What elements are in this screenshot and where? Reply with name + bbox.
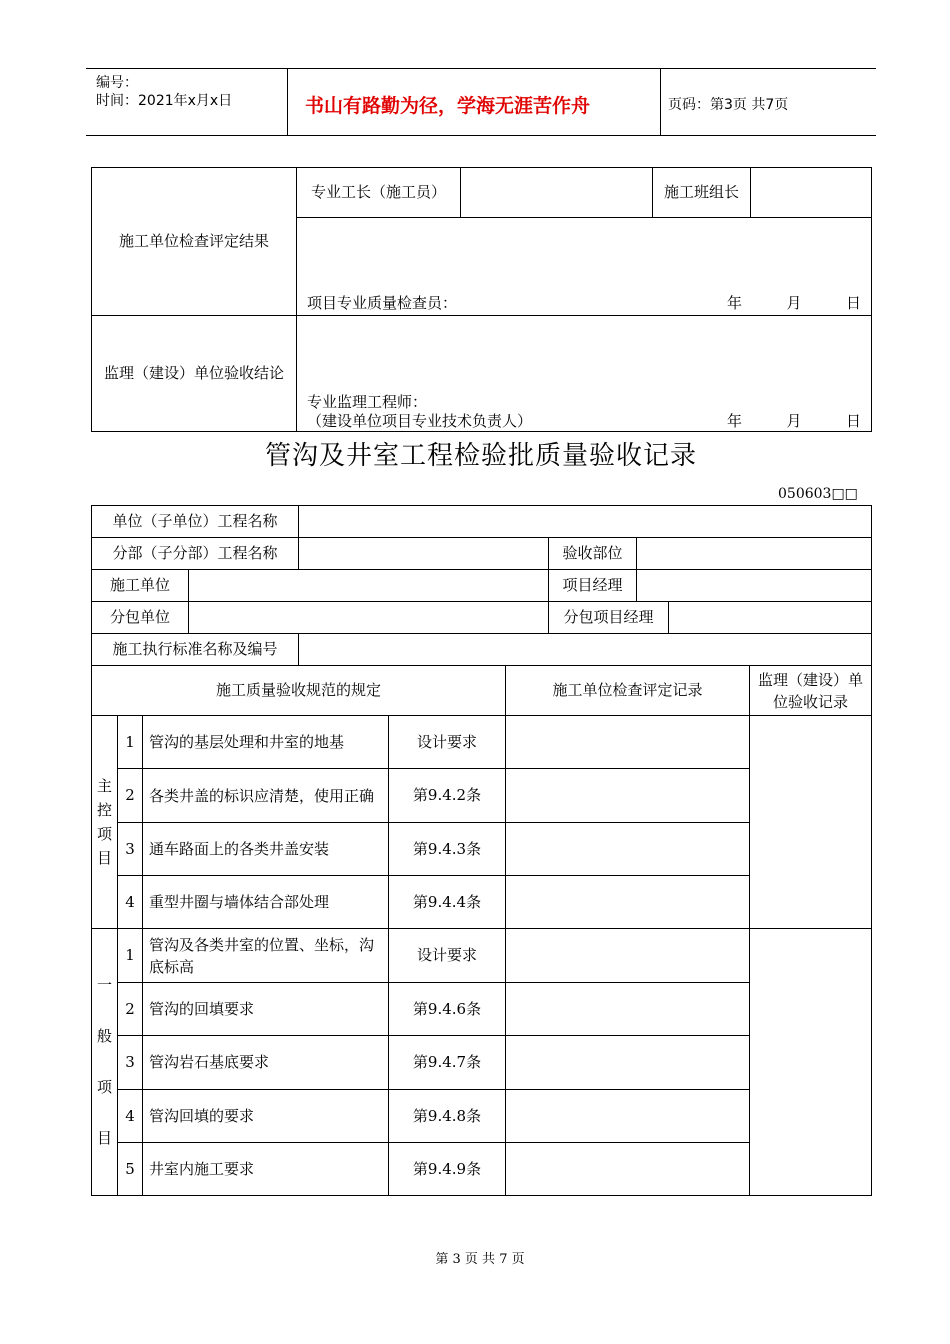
constructor-value[interactable] bbox=[189, 570, 549, 602]
standard-label: 施工执行标准名称及编号 bbox=[92, 634, 299, 666]
item-req: 设计要求 bbox=[389, 929, 506, 983]
unit-project-label: 单位（子单位）工程名称 bbox=[92, 506, 299, 538]
item-record[interactable] bbox=[506, 1090, 750, 1143]
form-code: 050603□□ bbox=[778, 486, 858, 502]
item-desc: 井室内施工要求 bbox=[143, 1143, 389, 1196]
acceptance-part-label: 验收部位 bbox=[549, 538, 637, 570]
item-no: 2 bbox=[118, 769, 143, 823]
items-table bbox=[91, 665, 872, 1196]
col-spec-header: 施工质量验收规范的规定 bbox=[92, 666, 506, 716]
item-record[interactable] bbox=[506, 876, 750, 929]
item-no: 1 bbox=[118, 716, 143, 769]
col-record-header: 施工单位检查评定记录 bbox=[506, 666, 750, 716]
item-req: 第9.4.9条 bbox=[389, 1143, 506, 1196]
page-info: 页码：第3页 共7页 bbox=[668, 97, 789, 113]
header-bottom-rule bbox=[86, 135, 876, 136]
item-desc: 管沟岩石基底要求 bbox=[143, 1036, 389, 1090]
date-day: 日 bbox=[845, 294, 861, 312]
number-label: 编号： bbox=[96, 75, 138, 91]
date-month: 月 bbox=[786, 294, 802, 312]
item-no: 1 bbox=[118, 929, 143, 983]
unit-project-value[interactable] bbox=[299, 506, 872, 538]
item-desc: 管沟及各类井室的位置、坐标，沟底标高 bbox=[143, 929, 389, 983]
item-desc: 管沟回填的要求 bbox=[143, 1090, 389, 1143]
item-record[interactable] bbox=[506, 1036, 750, 1090]
item-req: 第9.4.8条 bbox=[389, 1090, 506, 1143]
supervision-conclusion-area[interactable] bbox=[297, 316, 872, 432]
motto: 书山有路勤为径，学海无涯苦作舟 bbox=[305, 95, 591, 117]
division-value[interactable] bbox=[299, 538, 549, 570]
foreman-label: 专业工长（施工员） bbox=[297, 168, 461, 218]
construction-result-area[interactable] bbox=[297, 218, 872, 316]
main-group-label: 主控项目 bbox=[92, 716, 118, 929]
header-divider-2 bbox=[660, 68, 661, 136]
item-record[interactable] bbox=[506, 716, 750, 769]
date-day: 日 bbox=[845, 412, 861, 430]
general-item-row bbox=[92, 929, 872, 983]
item-no: 4 bbox=[118, 1090, 143, 1143]
supervision-conclusion-label: 监理（建设）单位验收结论 bbox=[92, 316, 297, 432]
division-label: 分部（子分部）工程名称 bbox=[92, 538, 299, 570]
general-group-label: 一般项目 bbox=[92, 929, 118, 1196]
item-record[interactable] bbox=[506, 929, 750, 983]
item-record[interactable] bbox=[506, 769, 750, 823]
main-supervision-cell[interactable] bbox=[750, 716, 872, 929]
general-supervision-cell[interactable] bbox=[750, 929, 872, 1196]
project-manager-value[interactable] bbox=[637, 570, 872, 602]
item-req: 设计要求 bbox=[389, 716, 506, 769]
item-req: 第9.4.6条 bbox=[389, 983, 506, 1036]
item-desc: 各类井盖的标识应清楚，使用正确 bbox=[143, 769, 389, 823]
standard-value[interactable] bbox=[299, 634, 872, 666]
supervisor-label: 专业监理工程师： bbox=[307, 393, 428, 411]
item-req: 第9.4.2条 bbox=[389, 769, 506, 823]
item-desc: 管沟的回填要求 bbox=[143, 983, 389, 1036]
info-table bbox=[91, 505, 872, 666]
item-no: 5 bbox=[118, 1143, 143, 1196]
date-year: 年 bbox=[727, 294, 743, 312]
sub-pm-value[interactable] bbox=[669, 602, 872, 634]
construction-result-label: 施工单位检查评定结果 bbox=[92, 168, 297, 316]
sub-pm-label: 分包项目经理 bbox=[549, 602, 669, 634]
item-record[interactable] bbox=[506, 1143, 750, 1196]
constructor-label: 施工单位 bbox=[92, 570, 189, 602]
item-no: 4 bbox=[118, 876, 143, 929]
main-item-row bbox=[92, 716, 872, 769]
team-leader-value[interactable] bbox=[751, 168, 872, 218]
item-no: 3 bbox=[118, 1036, 143, 1090]
header-top-rule bbox=[86, 68, 876, 69]
team-leader-label: 施工班组长 bbox=[653, 168, 751, 218]
item-record[interactable] bbox=[506, 983, 750, 1036]
quality-inspector-label: 项目专业质量检查员： bbox=[307, 294, 458, 312]
col-supervision-header: 监理（建设）单位验收记录 bbox=[750, 666, 872, 716]
page-footer: 第 3 页 共 7 页 bbox=[435, 1252, 525, 1267]
date-month: 月 bbox=[786, 412, 802, 430]
time-label: 时间：2021年x月x日 bbox=[96, 93, 233, 109]
acceptance-part-value[interactable] bbox=[637, 538, 872, 570]
item-req: 第9.4.4条 bbox=[389, 876, 506, 929]
project-manager-label: 项目经理 bbox=[549, 570, 637, 602]
item-desc: 重型井圈与墙体结合部处理 bbox=[143, 876, 389, 929]
item-desc: 通车路面上的各类井盖安装 bbox=[143, 823, 389, 876]
form-title: 管沟及井室工程检验批质量验收记录 bbox=[264, 441, 697, 471]
subcontractor-label: 分包单位 bbox=[92, 602, 189, 634]
item-req: 第9.4.3条 bbox=[389, 823, 506, 876]
owner-tech-label: （建设单位项目专业技术负责人） bbox=[307, 412, 533, 430]
signoff-table bbox=[91, 167, 872, 432]
item-record[interactable] bbox=[506, 823, 750, 876]
header-divider-1 bbox=[287, 68, 288, 136]
item-desc: 管沟的基层处理和井室的地基 bbox=[143, 716, 389, 769]
subcontractor-value[interactable] bbox=[189, 602, 549, 634]
item-req: 第9.4.7条 bbox=[389, 1036, 506, 1090]
item-no: 2 bbox=[118, 983, 143, 1036]
date-year: 年 bbox=[727, 412, 743, 430]
item-no: 3 bbox=[118, 823, 143, 876]
foreman-value[interactable] bbox=[461, 168, 653, 218]
